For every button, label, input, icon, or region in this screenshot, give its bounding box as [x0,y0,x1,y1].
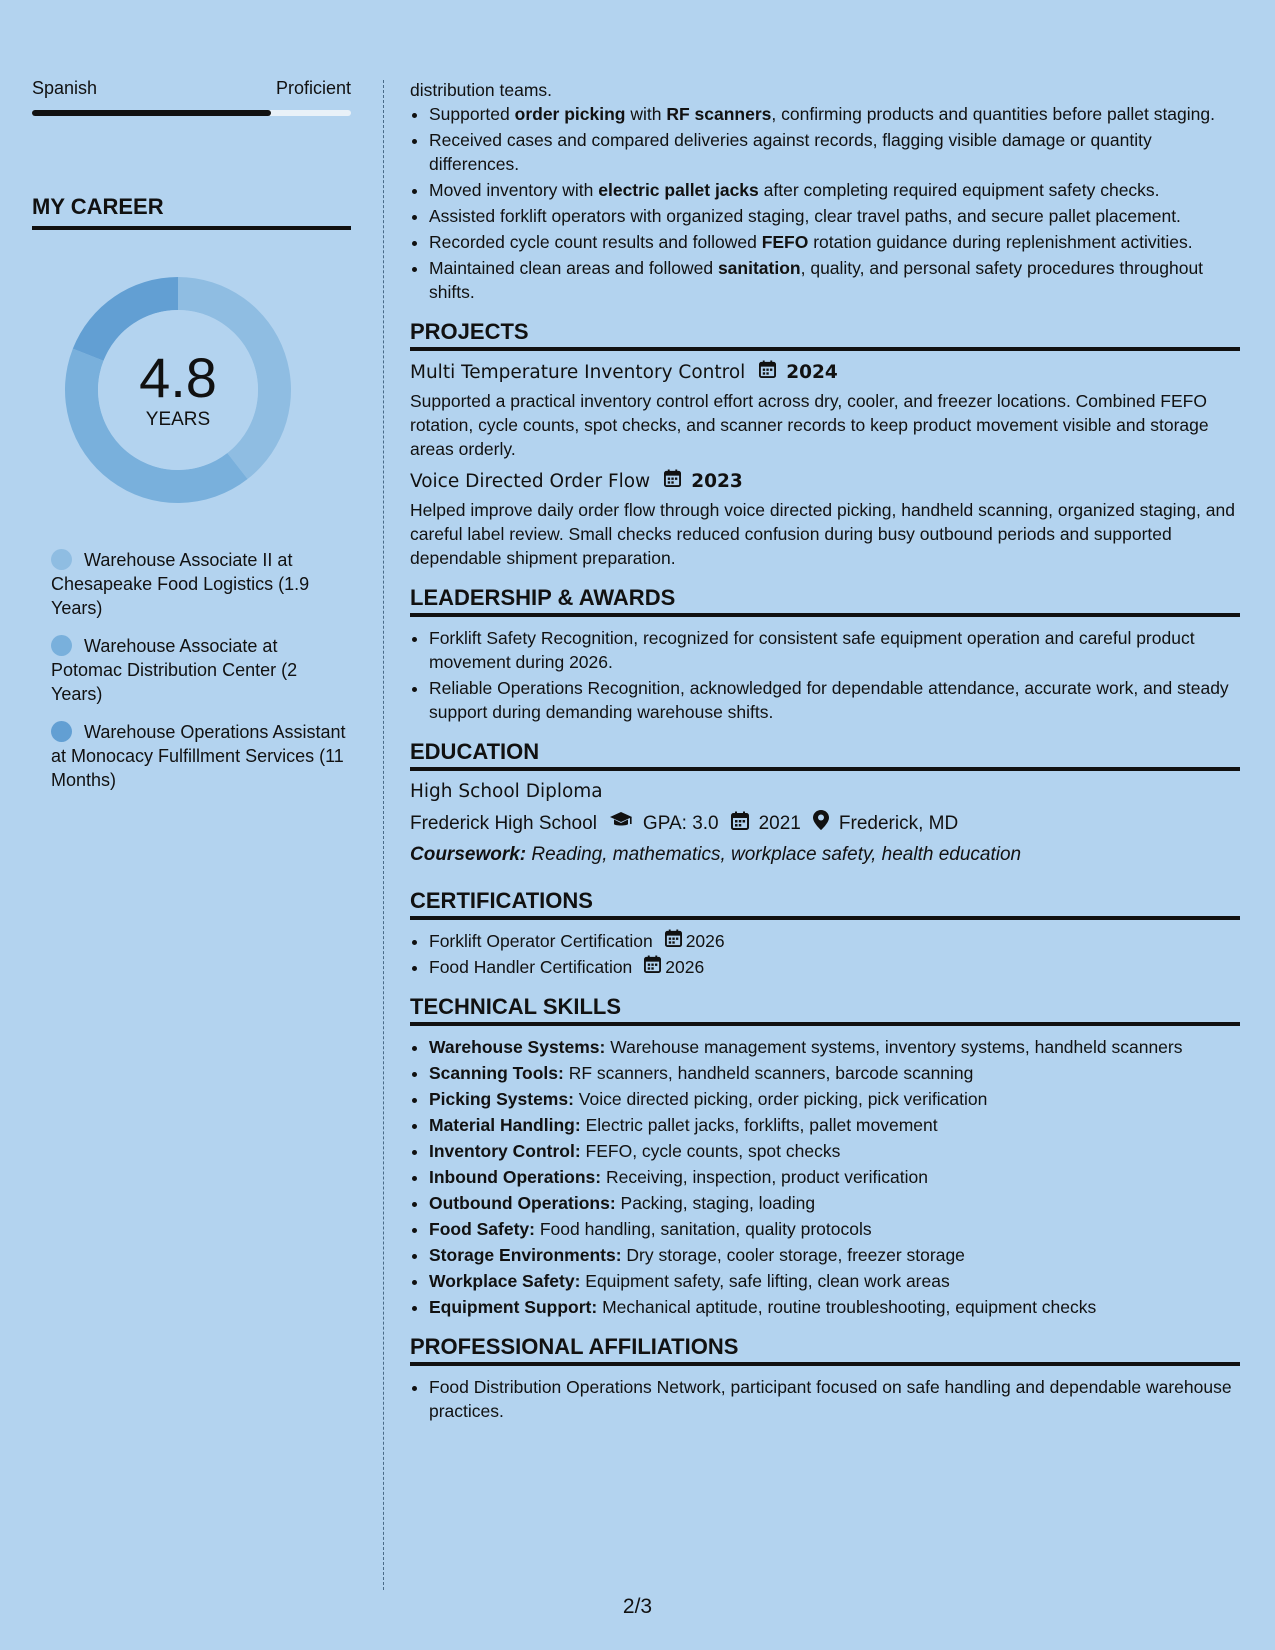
skills-list [410,1035,1240,1319]
legend-item [51,548,351,620]
bullet-text: , confirming products and quantities before pallet staging. [771,104,1215,124]
bullet-text: Recorded cycle count results and followed [429,232,762,252]
project-description: Helped improve daily order flow through voice directed picking, handheld scanning, organized staging, and careful label review. Small checks reduced confusion during busy outbound periods and supported dependable shipment preparation. [410,500,1235,568]
leadership-item: • Reliable Operations Recognition, acknowledged for dependable attendance, accurate work, and steady support during demanding warehouse shifts. [429,676,1240,724]
project-header [410,360,1240,385]
career-total-value: 4.8 [139,346,217,409]
experience-bullets [410,102,1240,304]
bullet-text: Assisted forklift operators with organized staging, clear travel paths, and secure pallet placement. [429,206,1181,226]
education-title: EDUCATION [410,740,1240,771]
skill-label: Storage Environments: [429,1245,622,1265]
bullet-text: after completing required equipment safety checks. [758,180,1160,200]
skill-item [429,1295,1240,1319]
projects-list [410,360,1240,570]
bullet-text: RF scanners [666,104,772,124]
skill-label: Inventory Control: [429,1141,581,1161]
skill-item [429,1217,1240,1241]
affiliations-list [410,1375,1240,1423]
sidebar [32,78,351,806]
certification-name: • Food Handler Certification [429,957,633,977]
skill-value: RF scanners, handheld scanners, barcode scanning [568,1063,974,1083]
bullet-text: with [625,104,667,124]
calendar-icon [644,955,661,979]
experience-bullet [429,102,1240,126]
main-content [410,78,1240,1425]
skill-label: Outbound Operations: [429,1193,616,1213]
bullet-text: sanitation [717,258,801,278]
skill-value: Warehouse management systems, inventory systems, handheld scanners [610,1037,1183,1057]
skill-value: Voice directed picking, order picking, pick verification [578,1089,988,1109]
project-name: Voice Directed Order Flow [410,470,651,492]
skill-label: Scanning Tools: [429,1063,564,1083]
location-pin-icon [813,810,829,837]
skill-label: Inbound Operations: [429,1167,602,1187]
legend-dot [51,721,72,742]
career-donut [58,270,298,510]
calendar-icon [665,929,682,953]
education-details [410,810,1240,837]
language-bar-fill [32,110,271,116]
skill-label: Equipment Support: [429,1297,598,1317]
legend-label: Warehouse Operations Assistant at Monocacy Fulfillment Services (11 Months) [51,722,346,790]
career-title: MY CAREER [32,194,351,230]
project-name: Multi Temperature Inventory Control [410,361,746,383]
bullet-text: order picking [514,104,626,124]
legend-label: Warehouse Associate at Potomac Distribution Center (2 Years) [51,636,298,704]
column-divider [383,80,384,1590]
skill-item [429,1035,1240,1059]
project-year: 2023 [691,470,743,492]
skill-item [429,1087,1240,1111]
bullet-text: , quality, and personal safety procedures throughout shifts. [429,258,1204,302]
skill-label: Warehouse Systems: [429,1037,606,1057]
legend-item [51,720,351,792]
skill-item [429,1191,1240,1215]
experience-bullet [429,128,1240,176]
skill-value: Electric pallet jacks, forklifts, pallet movement [585,1115,938,1135]
calendar-icon [759,360,776,385]
coursework-text: Reading, mathematics, workplace safety, health education [531,844,1022,865]
education-gpa: GPA: 3.0 [642,812,719,834]
career-legend [51,548,351,792]
skill-item [429,1165,1240,1189]
experience-bullet [429,178,1240,202]
skill-item [429,1113,1240,1137]
calendar-icon [731,811,749,837]
skill-value: Equipment safety, safe lifting, clean work areas [585,1271,950,1291]
bullet-text: electric pallet jacks [598,180,759,200]
experience-bullet [429,204,1240,228]
education-school: Frederick High School [410,812,597,834]
language-row [32,78,351,99]
skill-value: Packing, staging, loading [620,1193,816,1213]
bullet-text: Moved inventory with [429,180,599,200]
skill-item [429,1243,1240,1267]
experience-continued-text: distribution teams. [410,80,553,100]
career-total-unit: YEARS [145,409,211,430]
certification-year: 2026 [665,957,705,977]
skill-label: Workplace Safety: [429,1271,581,1291]
project-header [410,469,1240,494]
skill-item [429,1061,1240,1085]
skill-item [429,1269,1240,1293]
language-level: Proficient [275,78,351,98]
skills-title: TECHNICAL SKILLS [410,995,1240,1026]
affiliation-item: • Food Distribution Operations Network, participant focused on safe handling and dependable warehouse practices. [429,1375,1240,1423]
legend-dot [51,635,72,656]
affiliations-title: PROFESSIONAL AFFILIATIONS [410,1335,1240,1366]
skill-value: Receiving, inspection, product verification [605,1167,928,1187]
calendar-icon [664,469,681,494]
project-description: Supported a practical inventory control effort across dry, cooler, and freezer locations. Combined FEFO rotation, cycle counts, spot checks, and scanner records to keep product movement visible and storage areas orderly. [410,391,1209,459]
leadership-list [410,626,1240,724]
education-coursework [410,843,1240,867]
bullet-text: FEFO [761,232,809,252]
page-number: 2/3 [622,1595,653,1618]
language-bar [32,110,351,116]
skill-value: Food handling, sanitation, quality protocols [539,1219,872,1239]
legend-dot [51,549,72,570]
skill-item [429,1139,1240,1163]
skill-label: Material Handling: [429,1115,581,1135]
certification-row [429,955,704,979]
bullet-text: Received cases and compared deliveries against records, flagging visible damage or quantity differences. [429,130,1152,174]
legend-item [51,634,351,706]
certifications-title: CERTIFICATIONS [410,889,1240,920]
education-year: 2021 [758,812,801,834]
certification-row [429,929,725,953]
coursework-label: Coursework: [410,844,527,865]
graduation-cap-icon [609,811,633,836]
bullet-text: Supported [429,104,515,124]
skill-value: FEFO, cycle counts, spot checks [585,1141,841,1161]
education-location: Frederick, MD [838,812,959,834]
skill-label: Picking Systems: [429,1089,574,1109]
certification-item [429,929,1240,953]
certification-year: 2026 [685,931,725,951]
experience-bullet [429,230,1240,254]
experience-bullet [429,256,1240,304]
skill-value: Mechanical aptitude, routine troubleshooting, equipment checks [602,1297,1097,1317]
leadership-item: • Forklift Safety Recognition, recognized for consistent safe equipment operation and careful product movement during 2026. [429,626,1240,674]
skill-value: Dry storage, cooler storage, freezer storage [626,1245,965,1265]
bullet-text: rotation guidance during replenishment activities. [808,232,1193,252]
education-degree: High School Diploma [410,781,603,802]
legend-label: Warehouse Associate II at Chesapeake Food Logistics (1.9 Years) [51,550,310,618]
certification-name: • Forklift Operator Certification [429,931,653,951]
skill-label: Food Safety: [429,1219,535,1239]
certification-item [429,955,1240,979]
language-name: Spanish [32,78,98,98]
projects-title: PROJECTS [410,320,1240,351]
leadership-title: LEADERSHIP & AWARDS [410,586,1240,617]
bullet-text: Maintained clean areas and followed [429,258,718,278]
project-year: 2024 [786,361,838,383]
certifications-list [410,929,1240,979]
